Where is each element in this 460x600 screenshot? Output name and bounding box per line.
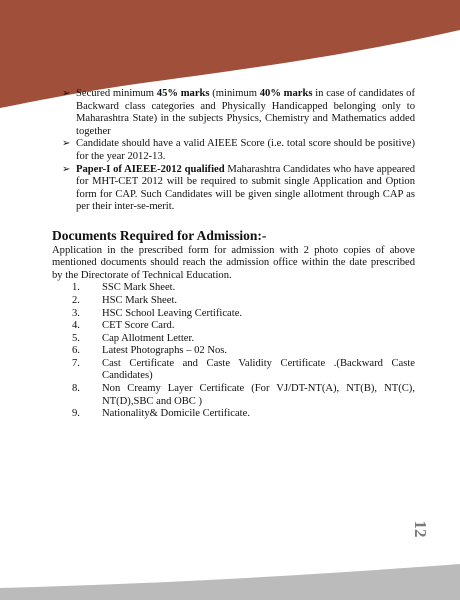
document-item-text: SSC Mark Sheet. <box>102 282 176 294</box>
criteria-item <box>62 163 415 214</box>
footer-band-shape <box>0 564 460 600</box>
document-item-text: Cast Certificate and Caste Validity Certificate .(Backward Caste Candidates) <box>102 357 415 382</box>
document-item <box>72 308 415 321</box>
documents-heading: Documents Required for Admission:- <box>52 227 267 243</box>
arrow-bullet-icon: ➢ <box>62 88 71 99</box>
documents-intro: Application in the prescribed form for admission with 2 photo copies of above mentioned documents should reach the admission office within the date prescribed by the Directorate of Technical Education. <box>52 244 415 281</box>
criteria-text: in case of candidates of Backward class categories and Physically Handicapped belonging only to Maharashtra State) in the subjects Physics, Chemistry and Mathematics added together <box>76 88 415 137</box>
documents-list <box>52 282 415 421</box>
arrow-bullet-icon: ➢ <box>62 163 71 175</box>
document-item <box>72 383 415 408</box>
footer-decoration <box>0 540 460 600</box>
document-item-text: Non Creamy Layer Certificate (For VJ/DT-NT(A), NT(B), NT(C), NT(D),SBC and OBC ) <box>102 383 415 407</box>
criteria-item <box>62 88 415 138</box>
document-item <box>72 282 415 295</box>
criteria-text: Secured minimum <box>76 88 157 99</box>
document-item-number: 1. <box>72 282 80 294</box>
document-item-text: Cap Allotment Letter. <box>102 332 195 344</box>
document-item-number: 2. <box>72 294 80 306</box>
document-item-number: 8. <box>72 383 80 395</box>
arrow-bullet-icon: ➢ <box>62 138 71 150</box>
criteria-emphasis: 45% marks <box>156 88 210 99</box>
document-item-text: CET Score Card. <box>102 320 175 332</box>
document-item-text: HSC Mark Sheet. <box>102 294 178 306</box>
document-item-number: 9. <box>72 408 80 420</box>
document-item <box>72 295 415 308</box>
criteria-emphasis: 40% marks <box>259 88 313 99</box>
criteria-text: Candidate should have a valid AIEEE Score (i.e. total score should be positive) for the year 2012-13. <box>76 138 415 162</box>
criteria-text: Maharashtra Candidates who have appeared for MHT-CET 2012 will be required to submit single Application and Option form for CAP. Such Candidates will be given single allotment through CAP as per their inter-se-merit. <box>76 163 415 213</box>
document-item-text: Latest Photographs – 02 Nos. <box>102 345 228 357</box>
document-item-number: 7. <box>72 357 80 369</box>
page-number: 12 <box>411 520 430 538</box>
document-item-number: 4. <box>72 320 80 332</box>
document-item <box>72 333 415 346</box>
document-item <box>72 358 415 383</box>
document-item <box>72 320 415 333</box>
document-item-text: HSC School Leaving Certificate. <box>102 307 243 319</box>
eligibility-criteria-list <box>52 88 415 214</box>
document-item <box>72 345 415 358</box>
document-item-number: 6. <box>72 345 80 357</box>
page-content <box>52 88 415 421</box>
criteria-text: (minimum <box>209 88 260 99</box>
criteria-item <box>62 138 415 163</box>
document-item-text: Nationality& Domicile Certificate. <box>102 408 250 420</box>
document-item-number: 3. <box>72 307 80 319</box>
criteria-emphasis: Paper-I of AIEEE-2012 qualified <box>76 163 225 175</box>
document-item-number: 5. <box>72 332 80 344</box>
document-item <box>72 408 415 421</box>
